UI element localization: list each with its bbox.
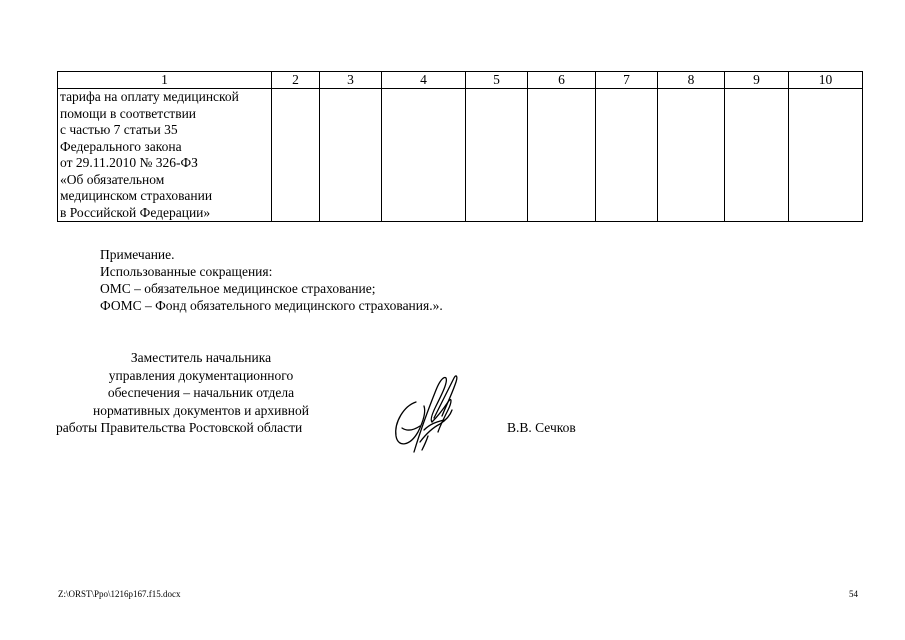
cell-text-line: помощи в соответствии <box>60 105 197 121</box>
column-header: 1 <box>58 72 272 89</box>
abbreviation-item: ОМС – обязательное медицинское страхование; <box>100 281 376 296</box>
cell-text-line: «Об обязательном <box>60 171 165 187</box>
table-cell-empty <box>725 89 789 222</box>
abbreviation-item: ФОМС – Фонд обязательного медицинского страхования.». <box>100 298 443 313</box>
table-cell-empty <box>320 89 382 222</box>
cell-text-line: от 29.11.2010 № 326-ФЗ <box>60 155 198 170</box>
column-header: 4 <box>382 72 466 89</box>
position-line: обеспечения – начальник отдела <box>107 385 295 400</box>
cell-text-line: медицинском страховании <box>60 188 213 203</box>
note-title: Примечание. <box>100 247 175 262</box>
column-header: 8 <box>658 72 725 89</box>
note-section <box>100 246 443 314</box>
table-cell-description <box>58 89 272 222</box>
table-cell-empty <box>272 89 320 222</box>
position-line: управления документационного <box>108 367 294 383</box>
table-row <box>58 89 863 222</box>
cell-text-line: с частью 7 статьи 35 <box>60 122 178 137</box>
table-cell-empty <box>528 89 596 222</box>
table-header-row <box>58 72 863 89</box>
cell-text-line: Федерального закона <box>60 138 182 154</box>
column-header: 7 <box>596 72 658 89</box>
cell-text-line: тарифа на оплату медицинской <box>60 89 239 104</box>
table-cell-empty <box>596 89 658 222</box>
position-line: работы Правительства Ростовской области <box>56 420 303 435</box>
handwritten-signature <box>390 372 470 454</box>
column-header: 3 <box>320 72 382 89</box>
data-table <box>57 71 863 222</box>
signer-name: В.В. Сечков <box>507 420 576 435</box>
abbreviations-heading: Использованные сокращения: <box>100 264 273 279</box>
table-cell-empty <box>658 89 725 222</box>
column-header: 5 <box>466 72 528 89</box>
cell-text-line: в Российской Федерации» <box>60 204 211 220</box>
page-number: 54 <box>849 589 858 599</box>
column-header: 6 <box>528 72 596 89</box>
table-cell-empty <box>466 89 528 222</box>
table-cell-empty <box>382 89 466 222</box>
signatory-position <box>56 349 346 437</box>
table-cell-empty <box>789 89 863 222</box>
column-header: 10 <box>789 72 863 89</box>
position-line: Заместитель начальника <box>130 350 272 365</box>
column-header: 9 <box>725 72 789 89</box>
footer-file-path: Z:\ORST\Ppo\1216p167.f15.docx <box>58 589 181 599</box>
position-line: нормативных документов и архивной <box>93 402 309 418</box>
column-header: 2 <box>272 72 320 89</box>
